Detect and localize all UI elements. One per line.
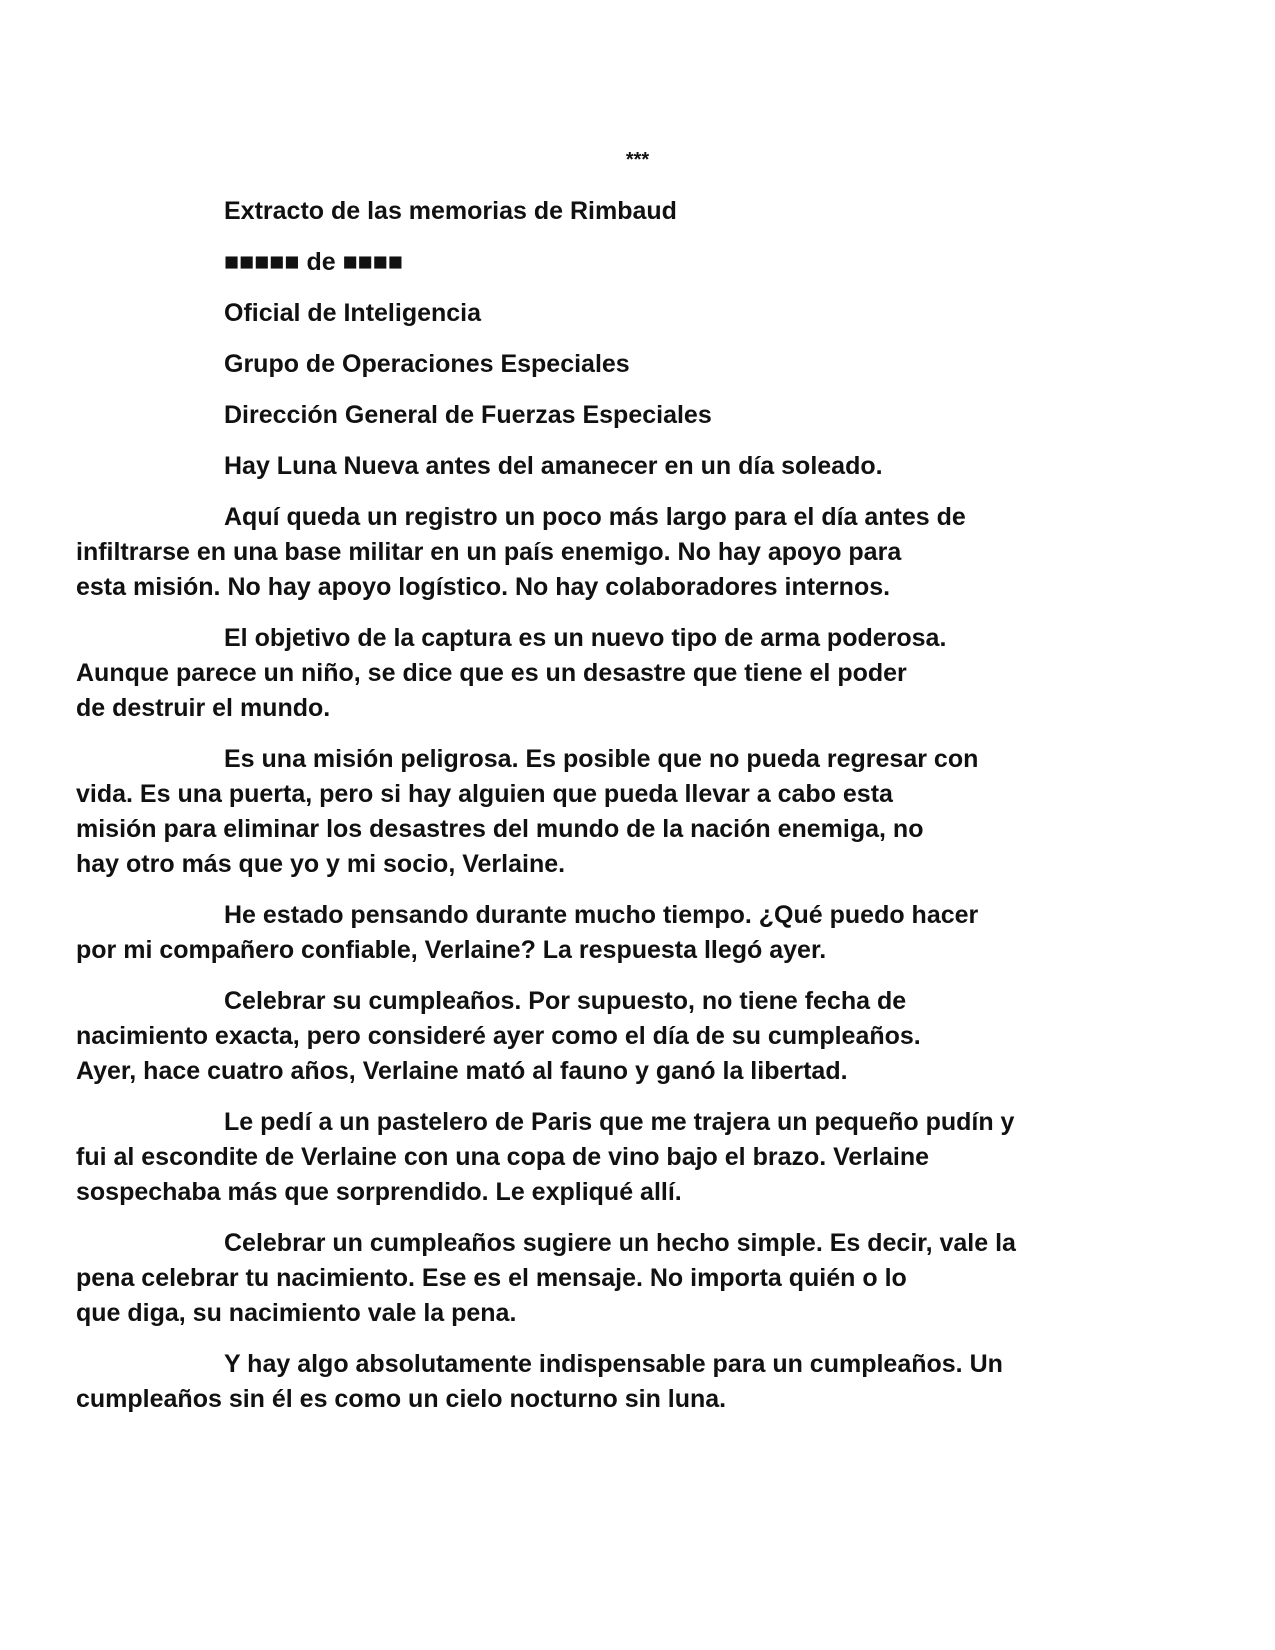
paragraph-line: Celebrar un cumpleaños sugiere un hecho simple. Es decir, vale la — [224, 1229, 1016, 1257]
paragraph-line: infiltrarse en una base militar en un país enemigo. No hay apoyo para — [76, 538, 902, 566]
paragraph-line: por mi compañero confiable, Verlaine? La respuesta llegó ayer. — [76, 936, 827, 964]
paragraph-line: Ayer, hace cuatro años, Verlaine mató al fauno y ganó la libertad. — [76, 1057, 848, 1085]
paragraph-1 — [76, 500, 1125, 605]
paragraph-line: de destruir el mundo. — [76, 694, 331, 722]
paragraph-7 — [76, 1226, 1125, 1331]
paragraph-line: Le pedí a un pastelero de Paris que me trajera un pequeño pudín y — [224, 1108, 1015, 1136]
paragraph-line: esta misión. No hay apoyo logístico. No hay colaboradores internos. — [76, 573, 891, 601]
paragraph-line: hay otro más que yo y mi socio, Verlaine. — [76, 850, 566, 878]
paragraph-5 — [76, 984, 1125, 1089]
header-date-line: Hay Luna Nueva antes del amanecer en un día soleado. — [224, 452, 883, 480]
paragraph-2 — [76, 621, 1125, 726]
header-title: Extracto de las memorias de Rimbaud — [224, 197, 677, 225]
paragraph-line: sospechaba más que sorprendido. Le expliqué allí. — [76, 1178, 682, 1206]
section-separator: *** — [625, 149, 650, 171]
paragraph-line: cumpleaños sin él es como un cielo nocturno sin luna. — [76, 1385, 727, 1413]
paragraph-line: Aunque parece un niño, se dice que es un desastre que tiene el poder — [76, 659, 907, 687]
paragraph-line: El objetivo de la captura es un nuevo tipo de arma poderosa. — [224, 624, 947, 652]
paragraph-3 — [76, 742, 1125, 882]
paragraph-line: Es una misión peligrosa. Es posible que no pueda regresar con — [224, 745, 979, 773]
paragraph-line: Celebrar su cumpleaños. Por supuesto, no tiene fecha de — [224, 987, 907, 1015]
header-role: Oficial de Inteligencia — [224, 299, 482, 327]
paragraph-6 — [76, 1105, 1125, 1210]
header-directorate: Dirección General de Fuerzas Especiales — [224, 401, 712, 429]
paragraph-line: Y hay algo absolutamente indispensable para un cumpleaños. Un — [224, 1350, 1003, 1378]
paragraph-line: misión para eliminar los desastres del mundo de la nación enemiga, no — [76, 815, 924, 843]
header-redacted-name: ■■■■■ de ■■■■ — [224, 248, 403, 276]
paragraph-line: Aquí queda un registro un poco más largo para el día antes de — [224, 503, 966, 531]
paragraph-8 — [76, 1347, 1125, 1417]
header-group: Grupo de Operaciones Especiales — [224, 350, 630, 378]
paragraph-line: vida. Es una puerta, pero si hay alguien que pueda llevar a cabo esta — [76, 780, 893, 808]
document-page — [76, 143, 1125, 1433]
paragraph-line: He estado pensando durante mucho tiempo. ¿Qué puedo hacer — [224, 901, 979, 929]
paragraph-4 — [76, 898, 1125, 968]
paragraph-line: pena celebrar tu nacimiento. Ese es el mensaje. No importa quién o lo — [76, 1264, 907, 1292]
paragraph-line: que diga, su nacimiento vale la pena. — [76, 1299, 517, 1327]
paragraph-line: nacimiento exacta, pero consideré ayer como el día de su cumpleaños. — [76, 1022, 921, 1050]
paragraph-line: fui al escondite de Verlaine con una copa de vino bajo el brazo. Verlaine — [76, 1143, 930, 1171]
